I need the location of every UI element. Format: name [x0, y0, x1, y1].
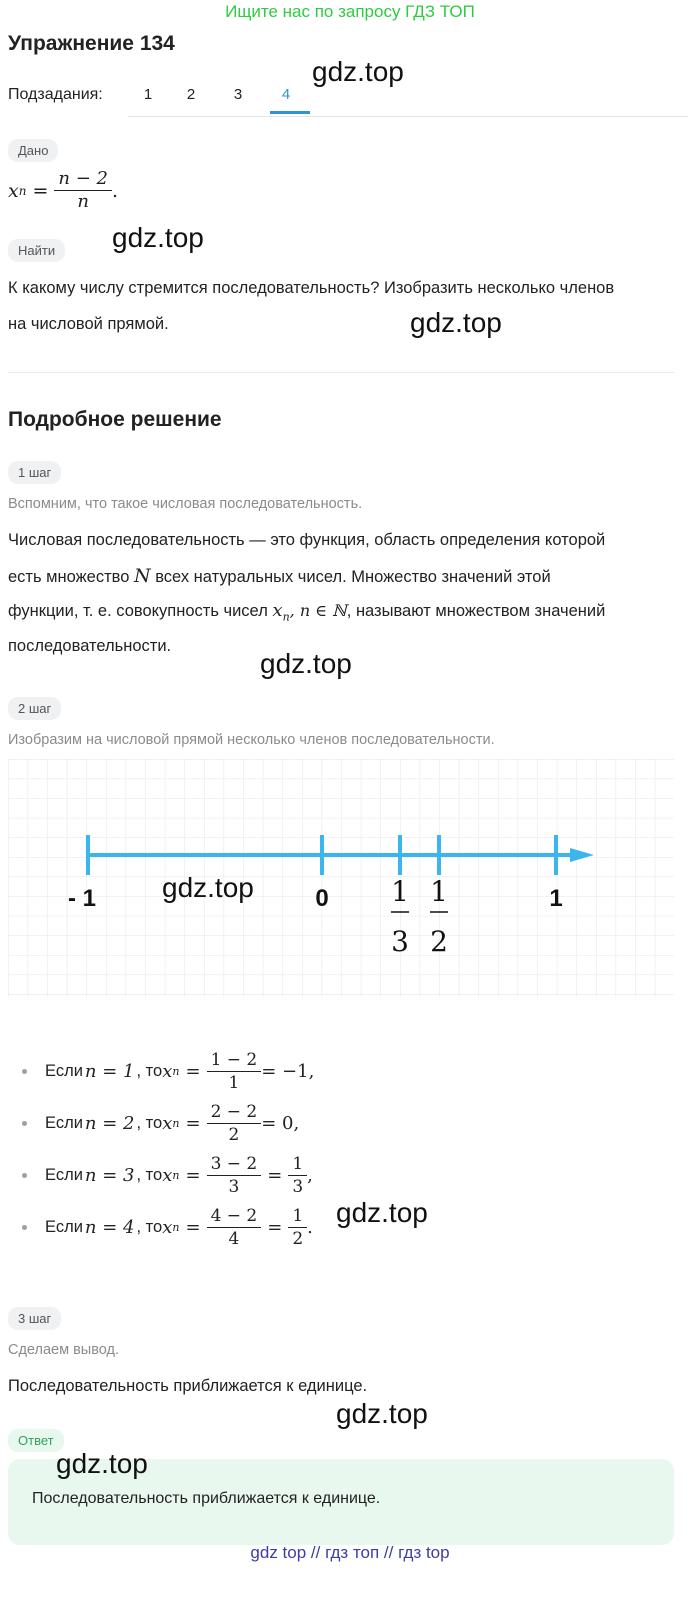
example-x: x	[162, 1060, 173, 1082]
n-in-naturals: , n ∈ ℕ	[289, 601, 347, 620]
example-numerator: 2 − 2	[207, 1101, 262, 1124]
solution-title: Подробное решение	[8, 408, 222, 431]
example-fraction	[207, 1101, 262, 1146]
active-tab-indicator	[270, 111, 310, 114]
number-line-figure	[8, 759, 674, 997]
answer-badge: Ответ	[8, 1429, 64, 1452]
example-n: n = 4	[84, 1216, 135, 1238]
watermark: gdz.top	[56, 1448, 148, 1479]
watermark: gdz.top	[336, 1398, 428, 1429]
step2-hint: Изобразим на числовой прямой несколько членов последовательности.	[8, 732, 495, 748]
example-mid: , то	[136, 1165, 163, 1184]
watermark: gdz.top	[410, 307, 502, 338]
example-denominator: 1	[228, 1072, 240, 1093]
watermark: gdz.top	[336, 1197, 428, 1228]
given-badge: Дано	[8, 139, 58, 162]
label-minus-one: - 1	[67, 885, 97, 912]
example-fraction	[207, 1153, 262, 1198]
label-half-denominator: 2	[430, 925, 448, 958]
step3-hint: Сделаем вывод.	[8, 1342, 120, 1358]
formula-subscript: n	[18, 183, 27, 198]
watermark: gdz.top	[162, 872, 254, 903]
label-zero: 0	[315, 885, 329, 912]
example-n: n = 1	[84, 1060, 135, 1082]
given-formula: x n = $\frac{n - 2}{n}$ .	[8, 168, 118, 212]
xn-subscript: n	[282, 610, 290, 624]
example-tail: .	[307, 1216, 313, 1238]
fraction-denominator: n	[77, 191, 89, 212]
example-result: = 0,	[261, 1112, 300, 1134]
example-x: x	[162, 1112, 173, 1134]
example-x: x	[162, 1164, 173, 1186]
subtask-tabs	[128, 76, 688, 117]
formula-lhs: x	[8, 179, 19, 202]
example-result-numerator: 1	[288, 1153, 307, 1176]
example-prefix: Если	[45, 1113, 83, 1132]
example-prefix: Если	[45, 1061, 83, 1080]
step1-line4: последовательности.	[8, 637, 172, 655]
example-numerator: 4 − 2	[207, 1205, 262, 1228]
subtask-tab-4[interactable]: 4	[281, 86, 291, 103]
formula-fraction	[54, 168, 112, 213]
example-tail: ,	[307, 1164, 313, 1186]
example-item: Если n = 1 , то x n = $\frac{1 - 2}{1}$ = −1,	[22, 1047, 314, 1095]
label-third-numerator: 1	[391, 875, 409, 908]
bullet-icon	[22, 1069, 27, 1074]
example-result: = −1,	[261, 1060, 315, 1082]
watermark: gdz.top	[312, 56, 404, 87]
example-mid: , то	[136, 1217, 163, 1236]
example-n: n = 2	[84, 1112, 135, 1134]
step1-line2a: есть множество	[8, 568, 134, 586]
promo-banner[interactable]: Ищите нас по запросу ГДЗ ТОП	[225, 2, 475, 21]
example-prefix: Если	[45, 1217, 83, 1236]
step1-line3b: , называют множеством значений	[346, 602, 606, 620]
example-item: Если n = 3 , то x n = $\frac{3 - 2}{3}$ = $\frac{1}{3}$ ,	[22, 1151, 313, 1199]
grid-background	[8, 759, 674, 997]
watermark: gdz.top	[112, 222, 204, 253]
find-text-line2: на числовой прямой.	[8, 315, 169, 333]
example-item: Если n = 4 , то x n = $\frac{4 - 2}{4}$ = $\frac{1}{2}$ .	[22, 1203, 313, 1251]
example-result-numerator: 1	[288, 1205, 307, 1228]
example-mid: , то	[136, 1061, 163, 1080]
step1-line2	[8, 558, 551, 595]
find-text-line1: К какому числу стремится последовательность? Изобразить несколько членов	[8, 279, 615, 297]
answer-text: Последовательность приближается к единице.	[32, 1490, 381, 1507]
page-title: Упражнение 134	[8, 32, 175, 55]
bullet-icon	[22, 1225, 27, 1230]
example-n: n = 3	[84, 1164, 135, 1186]
step1-line2b: всех натуральных чисел. Множество значений этой	[150, 568, 551, 586]
footer-links[interactable]: gdz top // гдз топ // гдз top	[250, 1543, 450, 1562]
subtask-tab-3[interactable]: 3	[233, 86, 243, 103]
subtask-tab-1[interactable]: 1	[143, 86, 153, 103]
xn-symbol: x	[272, 600, 283, 621]
example-result-denominator: 3	[292, 1176, 304, 1197]
step2-badge: 2 шаг	[8, 697, 61, 720]
number-line-svg	[8, 759, 674, 997]
divider	[8, 372, 674, 373]
subtask-tab-2[interactable]: 2	[186, 86, 196, 103]
example-numerator: 1 − 2	[207, 1049, 262, 1072]
label-half-numerator: 1	[430, 875, 448, 908]
step1-line1: Числовая последовательность — это функция, область определения которой	[8, 531, 606, 549]
bullet-icon	[22, 1173, 27, 1178]
watermark: gdz.top	[260, 648, 352, 679]
step3-badge: 3 шаг	[8, 1307, 61, 1330]
example-mid: , то	[136, 1113, 163, 1132]
example-denominator: 2	[228, 1124, 240, 1145]
example-x-sub: n	[172, 1168, 180, 1182]
step1-hint: Вспомним, что такое числовая последовательность.	[8, 496, 363, 512]
subtasks-label: Подзадания:	[8, 86, 103, 103]
label-third-denominator: 3	[391, 925, 409, 958]
example-denominator: 3	[228, 1176, 240, 1197]
formula-tail: .	[111, 179, 118, 202]
example-x-sub: n	[172, 1064, 180, 1078]
example-numerator: 3 − 2	[207, 1153, 262, 1176]
example-result-fraction	[288, 1205, 307, 1250]
step1-line3a: функции, т. е. совокупность чисел	[8, 602, 273, 620]
example-fraction	[207, 1205, 262, 1250]
example-x-sub: n	[172, 1220, 180, 1234]
example-x: x	[162, 1216, 173, 1238]
find-badge: Найти	[8, 239, 65, 262]
fraction-numerator: n − 2	[54, 168, 112, 191]
label-one: 1	[549, 885, 563, 912]
step1-badge: 1 шаг	[8, 461, 61, 484]
step3-text: Последовательность приближается к единице.	[8, 1377, 368, 1395]
example-denominator: 4	[228, 1228, 240, 1249]
example-result-fraction	[288, 1153, 307, 1198]
example-x-sub: n	[172, 1116, 180, 1130]
example-fraction	[207, 1049, 262, 1094]
example-prefix: Если	[45, 1165, 83, 1184]
example-result-denominator: 2	[292, 1228, 304, 1249]
example-item: Если n = 2 , то x n = $\frac{2 - 2}{2}$ = 0,	[22, 1099, 299, 1147]
set-n-symbol: N	[133, 565, 151, 587]
bullet-icon	[22, 1121, 27, 1126]
